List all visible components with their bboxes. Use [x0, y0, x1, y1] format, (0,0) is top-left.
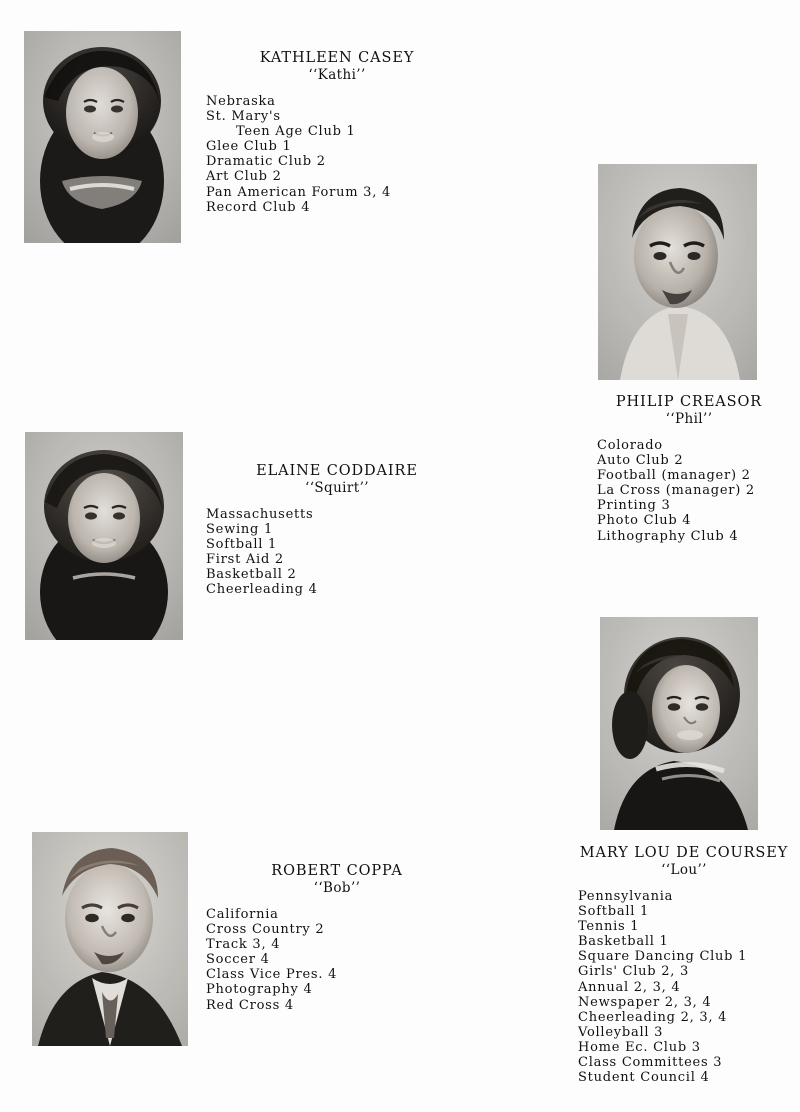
activity-item: Nebraska: [206, 94, 276, 109]
activity-item: Red Cross 4: [206, 997, 294, 1013]
activity-item: Dramatic Club 2: [206, 154, 326, 170]
activity-item: Softball 1: [578, 904, 650, 920]
spacer: [597, 427, 800, 438]
activity-item: Basketball 1: [578, 934, 669, 950]
activity-item: Girls' Club 2, 3: [578, 964, 690, 980]
activity-item: Newspaper 2, 3, 4: [578, 994, 712, 1010]
spacer: [578, 878, 800, 889]
activity-item: Record Club 4: [206, 199, 311, 215]
activity-item: Massachusetts: [206, 507, 314, 522]
entry-philip-creasor: [597, 394, 800, 544]
entry-mary-lou-de-coursey: [578, 845, 800, 1085]
student-nickname: ‘‘Kathi’’: [308, 67, 366, 83]
activity-item: St. Mary's: [206, 109, 281, 125]
student-nickname: ‘‘Squirt’’: [305, 480, 369, 496]
portrait-philip-creasor: [598, 164, 757, 380]
activity-item: Art Club 2: [206, 169, 282, 185]
student-name: PHILIP CREASOR: [615, 394, 763, 410]
activity-item: Pennsylvania: [578, 889, 674, 904]
student-nickname: ‘‘Lou’’: [661, 862, 707, 878]
activity-item: Student Council 4: [578, 1070, 710, 1086]
portrait-elaine-coddaire: [25, 432, 183, 640]
activity-item: Auto Club 2: [597, 453, 684, 469]
student-name: MARY LOU DE COURSEY: [579, 845, 789, 861]
student-nickname: ‘‘Phil’’: [665, 411, 713, 427]
activity-item: Basketball 2: [206, 567, 297, 583]
portrait-mary-lou-de-coursey: [600, 617, 758, 830]
activity-item: Soccer 4: [206, 952, 270, 968]
activity-item: California: [206, 907, 279, 922]
activity-item: Sewing 1: [206, 522, 273, 538]
activity-item: Cheerleading 4: [206, 582, 318, 598]
activity-item: Teen Age Club 1: [236, 124, 356, 140]
activity-item: Football (manager) 2: [597, 468, 751, 484]
activity-list: [206, 507, 506, 598]
entry-elaine-coddaire: [206, 463, 506, 598]
entry-kathleen-casey: [206, 50, 506, 215]
activity-item: Home Ec. Club 3: [578, 1039, 701, 1055]
activity-item: First Aid 2: [206, 552, 284, 568]
activity-list: [578, 889, 800, 1085]
activity-item: Pan American Forum 3, 4: [206, 184, 391, 200]
entry-robert-coppa: [206, 863, 506, 1013]
activity-item: Softball 1: [206, 537, 278, 553]
activity-item: Lithography Club 4: [597, 528, 739, 544]
activity-item: Photography 4: [206, 982, 313, 998]
activity-item: Square Dancing Club 1: [578, 949, 748, 965]
activity-item: Colorado: [597, 438, 663, 453]
activity-item: Annual 2, 3, 4: [578, 979, 681, 995]
activity-item: Cheerleading 2, 3, 4: [578, 1009, 728, 1025]
activity-list: [206, 94, 506, 215]
activity-item: Glee Club 1: [206, 139, 292, 155]
activity-item: La Cross (manager) 2: [597, 483, 755, 499]
portrait-robert-coppa: [32, 832, 188, 1046]
activity-list: [206, 907, 506, 1013]
spacer: [206, 83, 506, 94]
student-name: KATHLEEN CASEY: [259, 50, 415, 66]
activity-item: Class Committees 3: [578, 1055, 723, 1071]
portrait-kathleen-casey: [24, 31, 181, 243]
activity-item: Tennis 1: [578, 919, 640, 935]
activity-item: Printing 3: [597, 498, 671, 514]
activity-item: Photo Club 4: [597, 513, 692, 529]
activity-item: Class Vice Pres. 4: [206, 967, 338, 983]
student-name: ROBERT COPPA: [271, 863, 403, 879]
student-name: ELAINE CODDAIRE: [256, 463, 418, 479]
activity-list: [597, 438, 800, 544]
activity-item: Volleyball 3: [578, 1024, 664, 1040]
activity-item: Track 3, 4: [206, 937, 281, 953]
spacer: [206, 496, 506, 507]
student-nickname: ‘‘Bob’’: [313, 880, 361, 896]
activity-item: Cross Country 2: [206, 922, 325, 938]
spacer: [206, 896, 506, 907]
